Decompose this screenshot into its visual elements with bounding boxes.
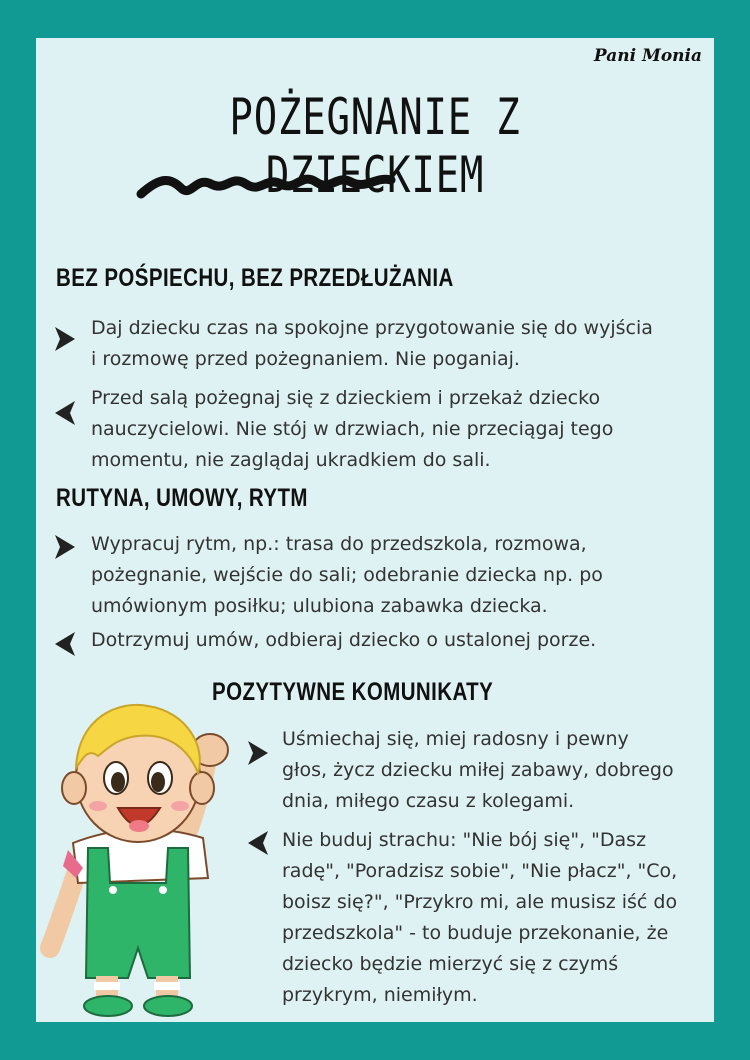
author-signature: Pani Monia bbox=[593, 46, 702, 66]
list-item: Przed salą pożegnaj się z dzieckiem i przekaż dziecko nauczycielowi. Nie stój w drzwiach, nie przeciągaj tego momentu, nie zaglądaj ukradkiem do sali. bbox=[91, 387, 614, 471]
chevron-right-icon bbox=[52, 324, 78, 354]
squiggle-decoration bbox=[136, 166, 396, 206]
chevron-left-icon bbox=[52, 629, 78, 659]
chevron-right-icon bbox=[245, 738, 271, 768]
chevron-left-icon bbox=[245, 828, 271, 858]
list-item: Nie buduj strachu: "Nie bój się", "Dasz radę", "Poradzisz sobie", "Nie płacz", "Co, boisz się?", "Przykro mi, ale musisz iść do przedszkola" - to buduje przekonanie, że dziecko będzie mierzyć się z czymś przykrym, niemiłym. bbox=[282, 829, 678, 1006]
chevron-left-icon bbox=[52, 398, 78, 428]
waving-child-illustration bbox=[38, 678, 238, 1018]
poster-panel bbox=[36, 38, 714, 1022]
list-item: Wypracuj rytm, np.: trasa do przedszkola, rozmowa, pożegnanie, wejście do sali; odebranie dziecka np. po umówionym posiłku; ulubiona zabawka dziecka. bbox=[91, 533, 603, 617]
list-item: Daj dziecku czas na spokojne przygotowanie się do wyjścia i rozmowę przed pożegnaniem. Nie poganiaj. bbox=[91, 317, 653, 370]
list-item: Uśmiechaj się, miej radosny i pewny głos, życz dziecku miłej zabawy, dobrego dnia, miłego czasu z kolegami. bbox=[282, 728, 674, 812]
list-item: Dotrzymuj umów, odbieraj dziecko o ustalonej porze. bbox=[91, 629, 597, 651]
section-heading-positive: POZYTYWNE KOMUNIKATY bbox=[212, 678, 494, 706]
page-title: POŻEGNANIE Z DZIECKIEM bbox=[229, 88, 521, 204]
chevron-right-icon bbox=[52, 532, 78, 562]
section-heading-pace: BEZ POŚPIECHU, BEZ PRZEDŁUŻANIA bbox=[56, 264, 454, 292]
section-heading-routine: RUTYNA, UMOWY, RYTM bbox=[56, 484, 308, 512]
